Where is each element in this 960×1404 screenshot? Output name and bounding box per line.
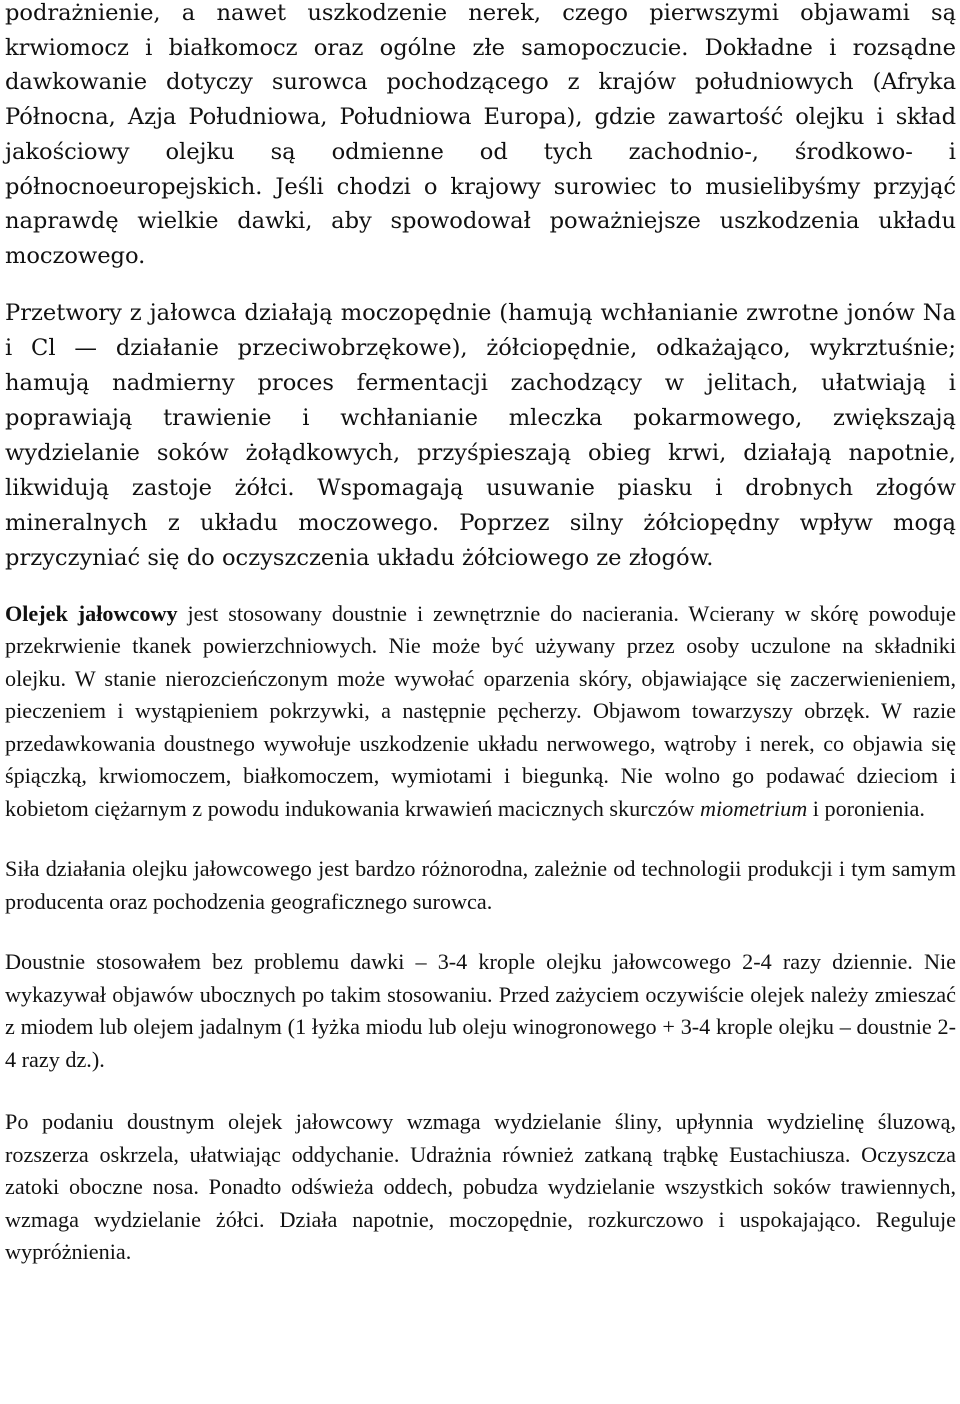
paragraph-potency-variability: Siła działania olejku jałowcowego jest bardzo różnorodna, zależnie od technologii produkcji i tym samym producenta oraz pochodzenia geograficznego surowca. [5, 856, 956, 914]
text-oil-warnings-end: i poronienia. [807, 795, 925, 821]
paragraph-oral-dosage: Doustnie stosowałem bez problemu dawki – 3-4 krople olejku jałowcowego 2-4 razy dziennie. Nie wykazywał objawów ubocznych po takim stosowaniu. Przed zażyciem oczywiście olejek należy zmieszać z miodem lub olejem jadalnym (1 łyżka miodu lub oleju winogronowego + 3-4 krople olejku – doustnie 2-4 razy dz.). [5, 949, 956, 1072]
paragraph-juniper-oil-usage [5, 598, 956, 826]
paragraph-juniper-effects: Przetwory z jałowca działają moczopędnie (hamują wchłanianie zwrotne jonów Na i Cl — działanie przeciwobrzękowe), żółciopędnie, odkażająco, wykrztuśnie; hamują nadmierny proces fermentacji zachodzący w jelitach, ułatwiają i poprawiają trawienie i wchłanianie mleczka pokarmowego, zwiększają wydzielanie soków żołądkowych, przyśpieszają obieg krwi, działają napotnie, likwidują zastoje żółci. Wspomagają usuwanie piasku i drobnych złogów mineralnych z układu moczowego. Poprzez silny żółciopędny wpływ mogą przyczyniać się do oczyszczenia układu żółciowego ze złogów. [5, 299, 956, 571]
paragraph-oral-effects: Po podaniu doustnym olejek jałowcowy wzmaga wydzielanie śliny, upłynnia wydzielinę śluzową, rozszerza oskrzela, ułatwiając oddychanie. Udrażnia również zatkaną trąbkę Eustachiusza. Oczyszcza zatoki oboczne nosa. Ponadto odświeża oddech, pobudza wydzielanie wszystkich soków trawiennych, wzmaga wydzielanie żółci. Działa napotnie, moczopędnie, rozkurczowo i uspokajająco. Reguluje wypróżnienia. [5, 1109, 956, 1265]
paragraph-kidney-dosage: podrażnienie, a nawet uszkodzenie nerek, czego pierwszymi objawami są krwiomocz i białkomocz oraz ogólne złe samopoczucie. Dokładne i rozsądne dawkowanie dotyczy surowca pochodzącego z krajów południowych (Afryka Północna, Azja Południowa, Południowa Europa), gdzie zawartość olejku i skład jakościowy olejku są odmienne od tych zachodnio-, środkowo- i północnoeuropejskich. Jeśli chodzi o krajowy surowiec to musielibyśmy przyjąć naprawdę wielkie dawki, aby spowodował poważniejsze uszkodzenia układu moczowego. [5, 0, 956, 269]
term-juniper-oil: Olejek jałowcowy [5, 600, 178, 626]
text-oil-warnings: jest stosowany doustnie i zewnętrznie do nacierania. Wcierany w skórę powoduje przekrwienie tkanek powierzchniowych. Nie może być używany przez osoby uczulone na składniki olejku. W stanie nierozcieńczonym może wywołać oparzenia skóry, objawiające się zaczerwienieniem, pieczeniem i wystąpieniem pokrzywki, a następnie pęcherzy. Objawom towarzyszy obrzęk. W razie przedawkowania doustnego wywołuje uszkodzenie układu nerwowego, wątroby i nerek, co objawia się śpiączką, krwiomoczem, białkomoczem, wymiotami i biegunką. Nie wolno go podawać dzieciom i kobietom ciężarnym z powodu indukowania krwawień macicznych skurczów [5, 600, 956, 821]
term-miometrium: miometrium [699, 795, 808, 821]
